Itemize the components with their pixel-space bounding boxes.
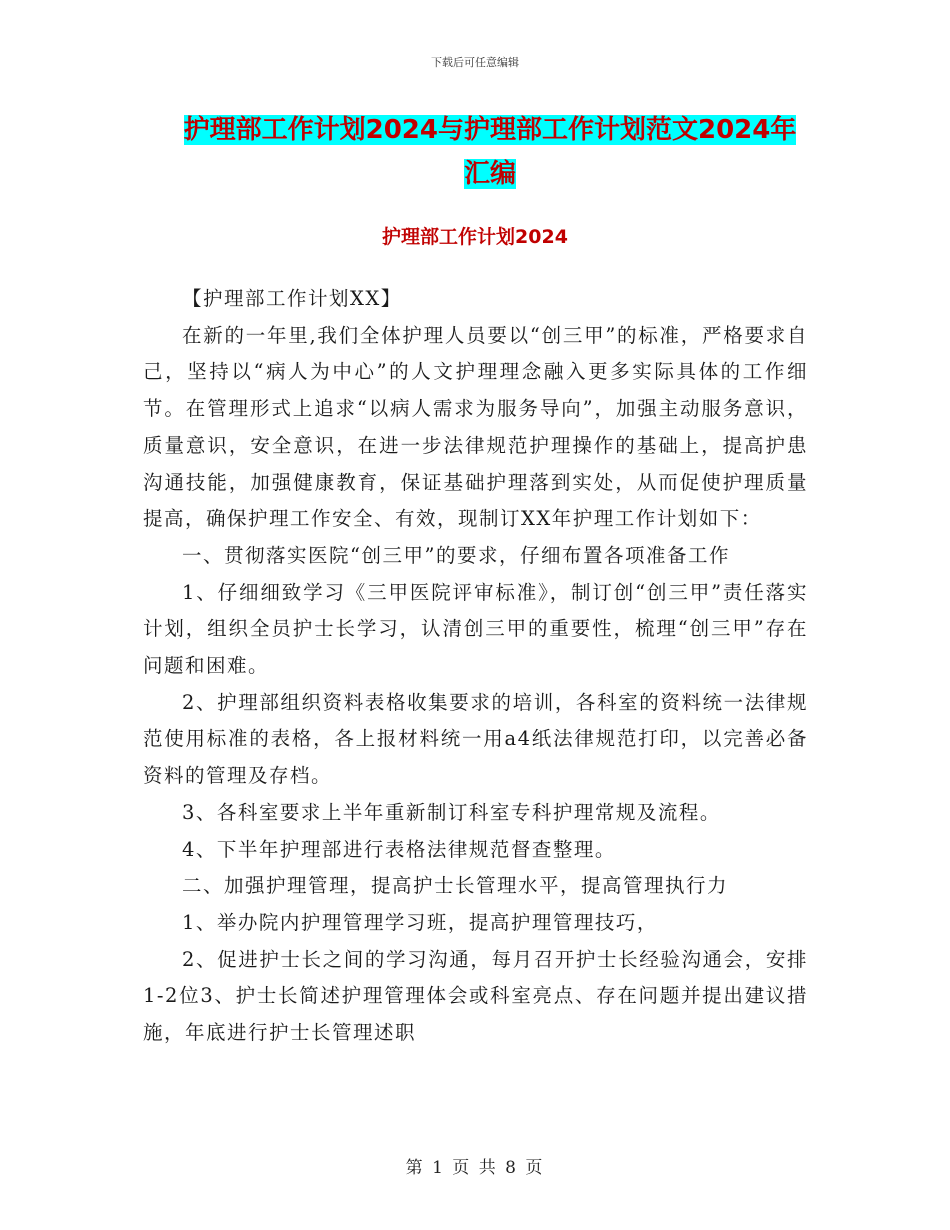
paragraph: 1、仔细细致学习《三甲医院评审标准》，制订创“创三甲”责任落实计划，组织全员护士长学习，认清创三甲的重要性，梳理“创三甲”存在问题和困难。 <box>143 580 808 678</box>
page-footer: 第 1 页 共 8 页 <box>405 1158 545 1178</box>
paragraph: 4、下半年护理部进行表格法律规范督查整理。 <box>182 837 616 861</box>
document-title <box>140 108 840 196</box>
paragraph: 2、护理部组织资料表格收集要求的培训，各科室的资料统一法律规范使用标准的表格，各上报材料统一用a4纸法律规范打印，以完善必备资料的管理及存档。 <box>143 690 808 788</box>
paragraph: 【护理部工作计划XX】 <box>182 287 402 310</box>
section-title: 护理部工作计划2024 <box>382 226 568 248</box>
paragraph: 1、举办院内护理管理学习班，提高护理管理技巧， <box>182 910 658 934</box>
title-line-2: 汇编 <box>463 159 516 189</box>
paragraph: 2、促进护士长之间的学习沟通，每月召开护士长经验沟通会，安排1-2位3、护士长简述护理管理体会或科室亮点、存在问题并提出建议措施，年底进行护士长管理述职 <box>143 947 808 1045</box>
paragraph: 二、加强护理管理，提高护士长管理水平，提高管理执行力 <box>182 874 729 898</box>
paragraph: 3、各科室要求上半年重新制订科室专科护理常规及流程。 <box>182 800 721 824</box>
header-note: 下载后可任意编辑 <box>431 56 519 69</box>
paragraph: 在新的一年里,我们全体护理人员要以“创三甲”的标准，严格要求自己，坚持以“病人为中心”的人文护理理念融入更多实际具体的工作细节。在管理形式上追求“以病人需求为服务导向”，加强主动服务意识，质量意识，安全意识，在进一步法律规范护理操作的基础上，提高护患沟通技能，加强健康教育，保证基础护理落到实处，从而促使护理质量提高，确保护理工作安全、有效，现制订XX年护理工作计划如下： <box>143 323 808 531</box>
paragraph: 一、贯彻落实医院“创三甲”的要求，仔细布置各项准备工作 <box>182 543 730 567</box>
title-line-1: 护理部工作计划2024与护理部工作计划范文2024年 <box>183 115 797 145</box>
document-body <box>143 281 808 1052</box>
